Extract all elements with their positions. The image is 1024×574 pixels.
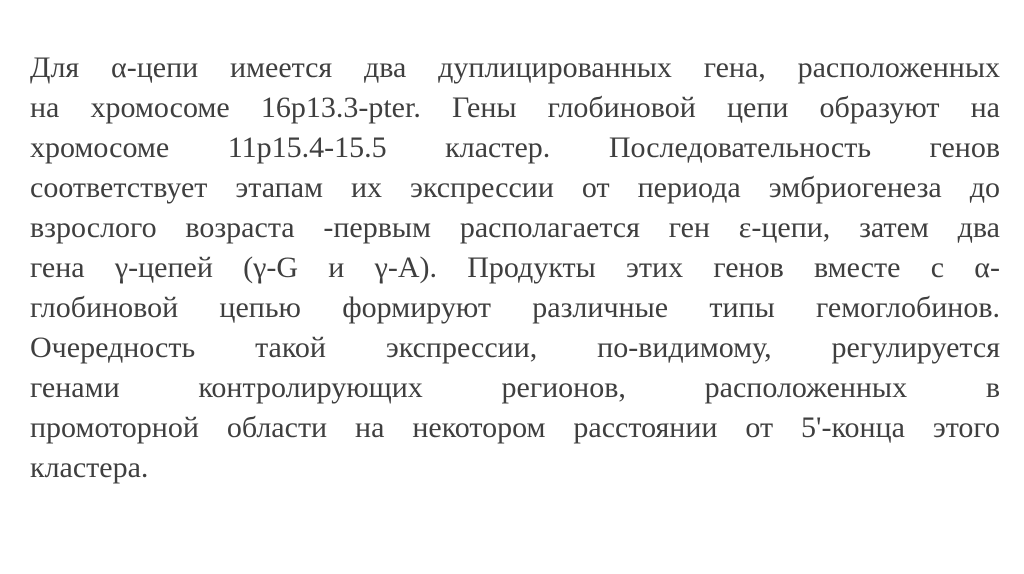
paragraph-line-1: Для α-цепи имеется два дуплицированных гена, расположенных [30,51,1000,84]
paragraph-line-4: соответствует этапам их экспрессии от периода эмбриогенеза до [30,171,1000,204]
paragraph-line-8: Очередность такой экспрессии, по-видимому, регулируется [30,331,1000,364]
paragraph-line-7: глобиновой цепью формируют различные типы гемоглобинов. [30,291,1000,324]
paragraph-line-2: на хромосоме 16p13.3-pter. Гены глобиновой цепи образуют на [30,91,1000,124]
paragraph-line-10: промоторной области на некотором расстоянии от 5'-конца этого [30,411,1000,444]
paragraph-line-11: кластера. [30,451,149,484]
paragraph-line-3: хромосоме 11p15.4-15.5 кластер. Последовательность генов [30,131,1000,164]
paragraph-line-5: взрослого возраста -первым располагается ген ε-цепи, затем два [30,211,1000,244]
body-paragraph [30,48,1000,488]
paragraph-line-6: гена γ-цепей (γ-G и γ-A). Продукты этих генов вместе с α- [30,251,1000,284]
paragraph-line-9: генами контролирующих регионов, расположенных в [30,371,1000,404]
